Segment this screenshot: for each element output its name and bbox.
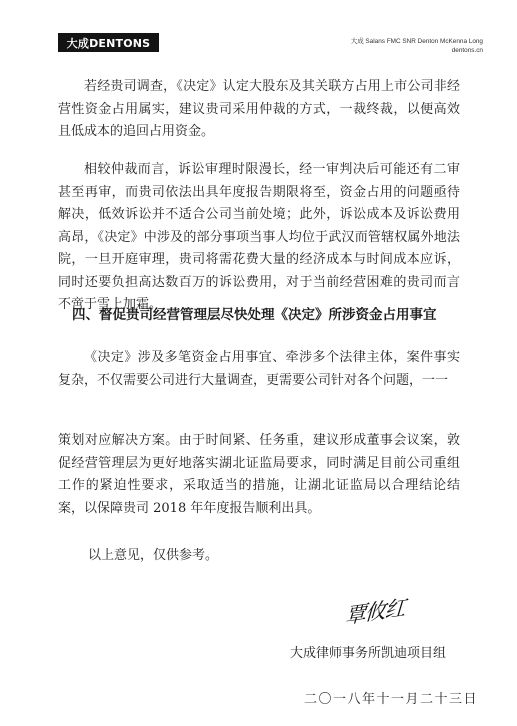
closing-remark: 以上意见，仅供参考。 xyxy=(88,548,219,563)
dentons-logo xyxy=(58,33,159,52)
firm-line: 大成 Salans FMC SNR Denton McKenna Long xyxy=(350,38,483,45)
firm-website: dentons.cn xyxy=(451,46,483,54)
handwritten-signature: 覃攸红 xyxy=(344,595,406,629)
logo-text: 大成DENTONS xyxy=(66,36,151,50)
signer-name: 大成律师事务所凯迪项目组 xyxy=(290,646,447,661)
firm-header xyxy=(351,38,483,55)
paragraph-board-proposal: 策划对应解决方案。由于时间紧、任务重，建议形成董事会议案，敦促经营管理层为更好地落实湖北证监局要求，同时满足目前公司重组工作的紧迫性要求，采取适当的措施，让湖北证监局以合理结论结案，以保障贵司 2018 年年度报告顺利出具。 xyxy=(58,433,460,516)
paragraph-arbitration-advice: 若经贵司调查，《决定》认定大股东及其关联方占用上市公司非经营性资金占用属实，建议贵司采用仲裁的方式，一裁终裁，以便高效且低成本的追回占用资金。 xyxy=(58,79,460,139)
section-heading: 四、督促贵司经营管理层尽快处理《决定》所涉资金占用事宜 xyxy=(72,307,437,323)
letter-date: 二〇一八年十一月二十三日 xyxy=(304,692,479,707)
paragraph-litigation-comparison: 相较仲裁而言，诉讼审理时限漫长，经一审判决后可能还有二审甚至再审，而贵司依法出具年度报告期限将至，资金占用的问题亟待解决，低效诉讼并不适合公司当前处境；此外，诉讼成本及诉讼费用高昂，《决定》中涉及的部分事项当事人均位于武汉而管辖权属外地法院，一旦开庭审理，贵司将需花费大量的经济成本与时间成本应诉，同时还要负担高达数百万的诉讼费用，对于当前经营困难的贵司而言不啻于雪上加霜。 xyxy=(58,162,460,312)
paragraph-case-complexity: 《决定》涉及多笔资金占用事宜、牵涉多个法律主体，案件事实复杂，不仅需要公司进行大量调查，更需要公司针对各个问题，一一 xyxy=(58,350,460,388)
